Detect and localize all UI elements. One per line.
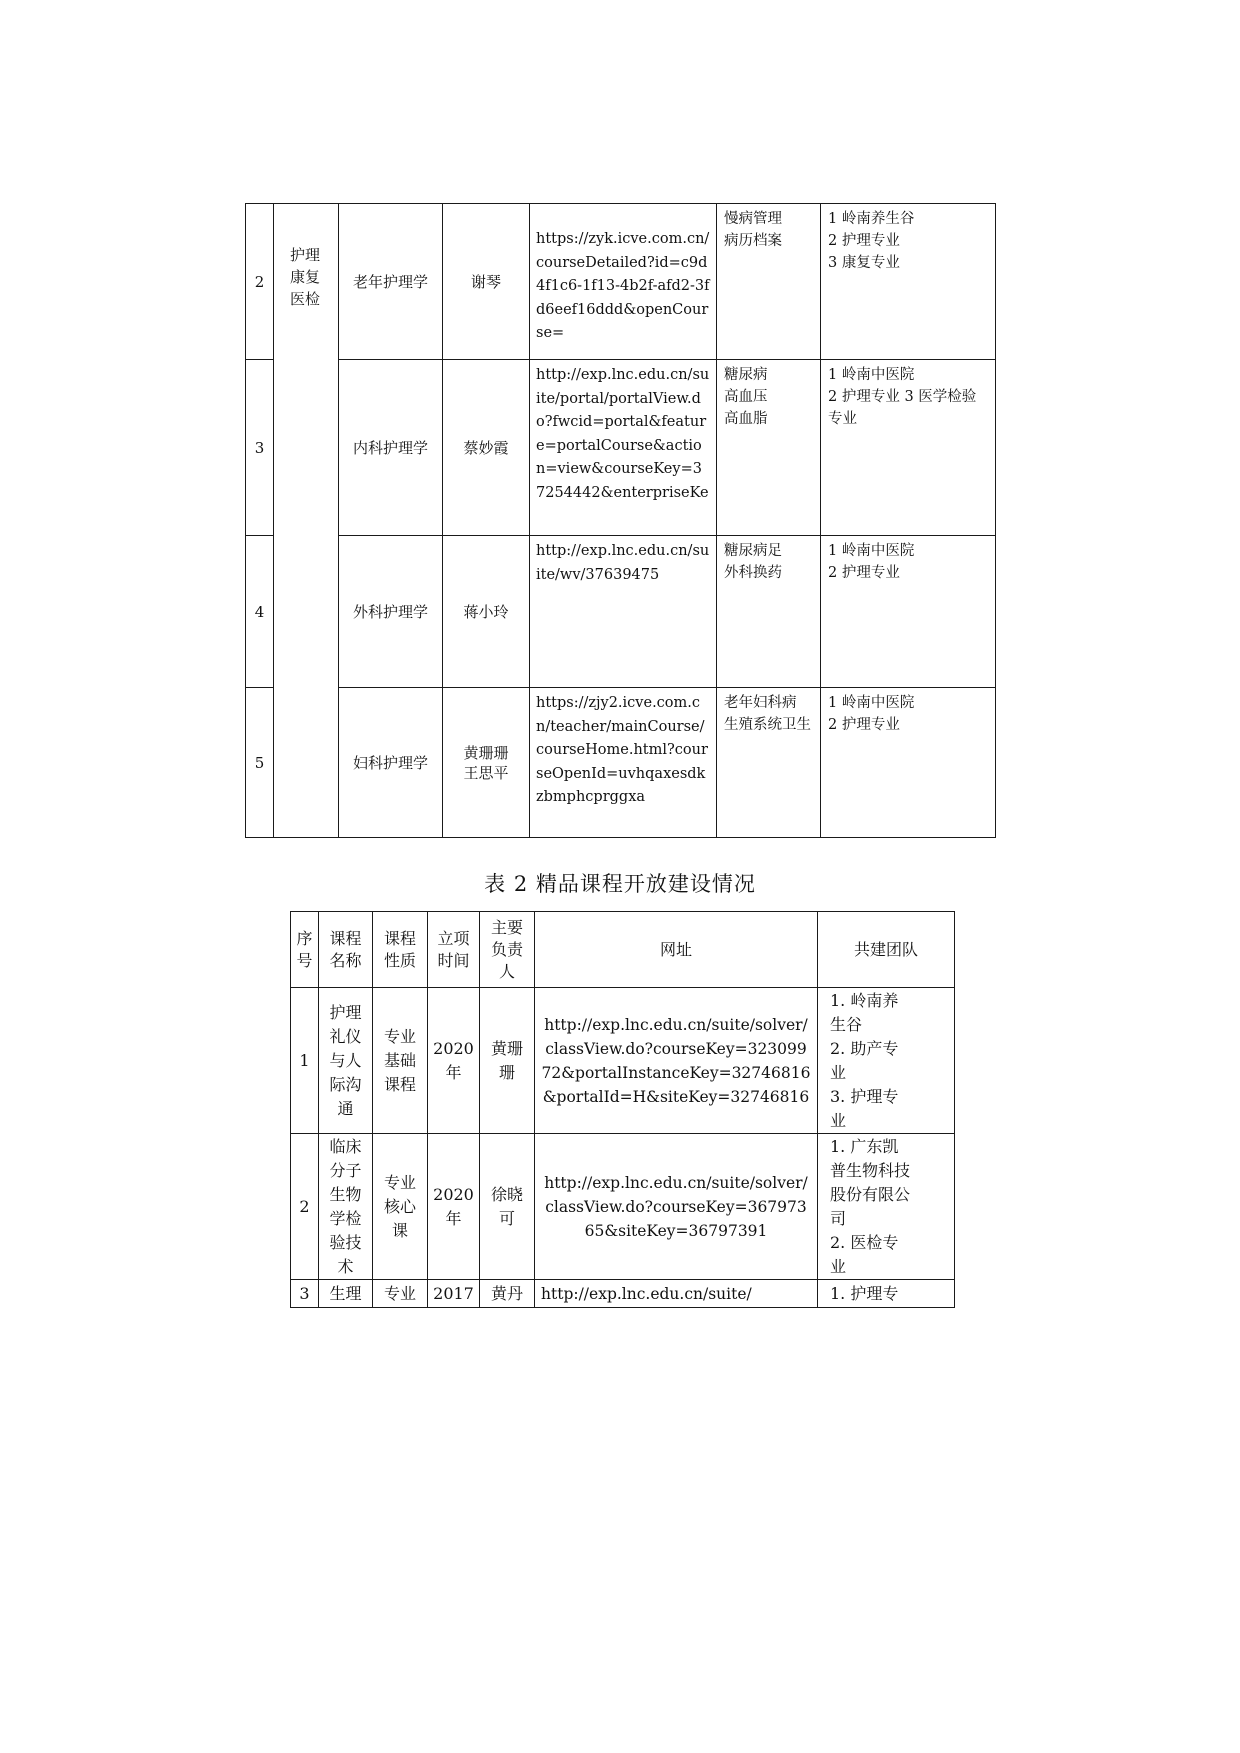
header-course-type: 课程 性质: [373, 912, 428, 988]
course-name: 老年护理学: [339, 204, 443, 360]
person-name: 蔡妙霞: [443, 360, 530, 536]
row-index: 4: [246, 536, 274, 688]
course-type: 专业 基础 课程: [373, 988, 428, 1134]
team-cell: 1. 广东凯 普生物科技 股份有限公 司 2. 医检专 业: [818, 1134, 955, 1280]
disease-cell: 糖尿病 高血压 高血脂: [717, 360, 821, 536]
row-index: 2: [246, 204, 274, 360]
course-name: 妇科护理学: [339, 688, 443, 838]
course-url: http://exp.lnc.edu.cn/suite/portal/portalView.do?fwcid=portal&feature=portalCourse&action=view&courseKey=37254442&enterpriseKe: [530, 360, 717, 536]
header-owner: 主要 负责 人: [480, 912, 535, 988]
team-cell: 1 岭南养生谷 2 护理专业 3 康复专业: [821, 204, 996, 360]
table-row: [246, 688, 996, 838]
header-year: 立项 时间: [428, 912, 480, 988]
course-year: 2020 年: [428, 1134, 480, 1280]
team-cell: 1. 岭南养 生谷 2. 助产专 业 3. 护理专 业: [818, 988, 955, 1134]
table-row: [246, 204, 996, 360]
team-cell: 1. 护理专: [818, 1280, 955, 1308]
person-name: 黄珊珊 王思平: [443, 688, 530, 838]
course-name: 生理: [319, 1280, 373, 1308]
team-cell: 1 岭南中医院 2 护理专业 3 医学检验专业: [821, 360, 996, 536]
course-owner: 黄丹: [480, 1280, 535, 1308]
course-owner: 徐晓 可: [480, 1134, 535, 1280]
course-name: 临床 分子 生物 学检 验技 术: [319, 1134, 373, 1280]
course-type: 专业 核心 课: [373, 1134, 428, 1280]
header-course-name: 课程 名称: [319, 912, 373, 988]
course-name: 护理 礼仪 与人 际沟 通: [319, 988, 373, 1134]
team-cell: 1 岭南中医院 2 护理专业: [821, 688, 996, 838]
person-name: 蒋小玲: [443, 536, 530, 688]
table-2: [290, 911, 955, 1308]
table-row: [291, 988, 955, 1134]
disease-cell: 慢病管理 病历档案: [717, 204, 821, 360]
header-index: 序 号: [291, 912, 319, 988]
disease-cell: 糖尿病足 外科换药: [717, 536, 821, 688]
course-url: http://exp.lnc.edu.cn/suite/: [535, 1280, 818, 1308]
course-year: 2020 年: [428, 988, 480, 1134]
person-name: 谢琴: [443, 204, 530, 360]
course-name: 外科护理学: [339, 536, 443, 688]
table-1: [245, 203, 996, 838]
row-index: 3: [291, 1280, 319, 1308]
row-index: 2: [291, 1134, 319, 1280]
table-row: [246, 360, 996, 536]
disease-cell: 老年妇科病 生殖系统卫生: [717, 688, 821, 838]
course-url: https://zjy2.icve.com.cn/teacher/mainCourse/courseHome.html?courseOpenId=uvhqaxesdkzbmphcprggxa: [530, 688, 717, 838]
team-cell: 1 岭南中医院 2 护理专业: [821, 536, 996, 688]
table-row: [246, 536, 996, 688]
header-row: [291, 912, 955, 988]
course-url: https://zyk.icve.com.cn/courseDetailed?id=c9d4f1c6-1f13-4b2f-afd2-3fd6eef16ddd&openCourse=: [530, 204, 717, 360]
table-row: [291, 1134, 955, 1280]
table-row: [291, 1280, 955, 1308]
table-2-caption: 表 2 精品课程开放建设情况: [484, 872, 756, 896]
course-url: http://exp.lnc.edu.cn/suite/wv/37639475: [530, 536, 717, 688]
row-index: 5: [246, 688, 274, 838]
row-index: 1: [291, 988, 319, 1134]
course-year: 2017: [428, 1280, 480, 1308]
category-cell: 护理 康复 医检: [274, 204, 339, 838]
header-team: 共建团队: [818, 912, 955, 988]
course-owner: 黄珊 珊: [480, 988, 535, 1134]
course-url: http://exp.lnc.edu.cn/suite/solver/classView.do?courseKey=36797365&siteKey=36797391: [535, 1134, 818, 1280]
row-index: 3: [246, 360, 274, 536]
header-url: 网址: [535, 912, 818, 988]
course-type: 专业: [373, 1280, 428, 1308]
course-name: 内科护理学: [339, 360, 443, 536]
course-url: http://exp.lnc.edu.cn/suite/solver/classView.do?courseKey=32309972&portalInstanceKey=32746816&portalId=H&siteKey=32746816: [535, 988, 818, 1134]
